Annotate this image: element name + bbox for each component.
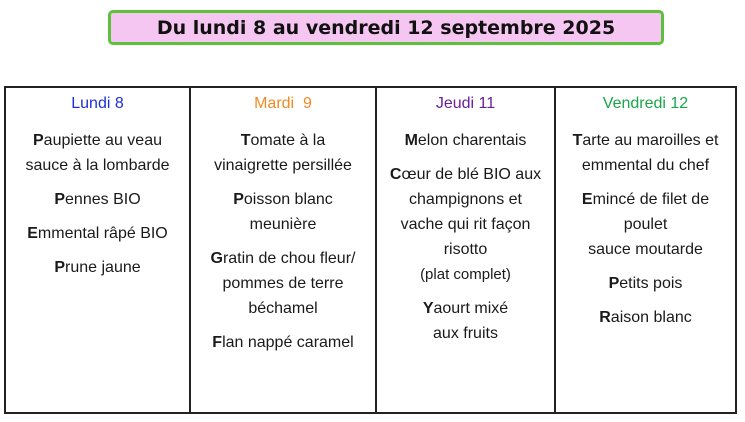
- dish-item: Tarte au maroilles et emmental du chef: [572, 132, 719, 174]
- page-title-box: [108, 10, 664, 45]
- dish-item: Raison blanc: [599, 309, 692, 326]
- dish-item: Emmental râpé BIO: [27, 225, 168, 242]
- dish-item: Prune jaune: [54, 259, 141, 276]
- day-header: Jeudi 11: [435, 95, 496, 112]
- day-column-jeudi: [377, 88, 556, 412]
- dish-item: Tomate à la vinaigrette persillée: [214, 132, 352, 174]
- page-title: Du lundi 8 au vendredi 12 septembre 2025: [156, 16, 616, 39]
- dish-item: Yaourt mixé aux fruits: [422, 300, 509, 342]
- dish-item: Gratin de chou fleur/ pommes de terre béchamel: [210, 250, 356, 317]
- day-header: Vendredi 12: [602, 95, 689, 112]
- dish-item: Cœur de blé BIO aux champignons et vache qui rit façon risotto (plat complet): [389, 166, 542, 283]
- dish-item: Melon charentais: [404, 132, 527, 149]
- weekly-menu-table: [4, 86, 737, 414]
- dish-item: Petits pois: [608, 275, 683, 292]
- dish-item: Poisson blanc meunière: [233, 191, 333, 233]
- day-header: Lundi 8: [71, 95, 124, 112]
- dish-item: Pennes BIO: [54, 191, 141, 208]
- day-column-mardi: [191, 88, 377, 412]
- day-column-vendredi: [556, 88, 735, 412]
- dish-item: Flan nappé caramel: [212, 334, 354, 351]
- day-header: Mardi 9: [254, 95, 312, 112]
- dish-item: Paupiette au veau sauce à la lombarde: [25, 132, 170, 174]
- day-column-lundi: [6, 88, 191, 412]
- dish-item: Emincé de filet de poulet sauce moutarde: [581, 191, 710, 258]
